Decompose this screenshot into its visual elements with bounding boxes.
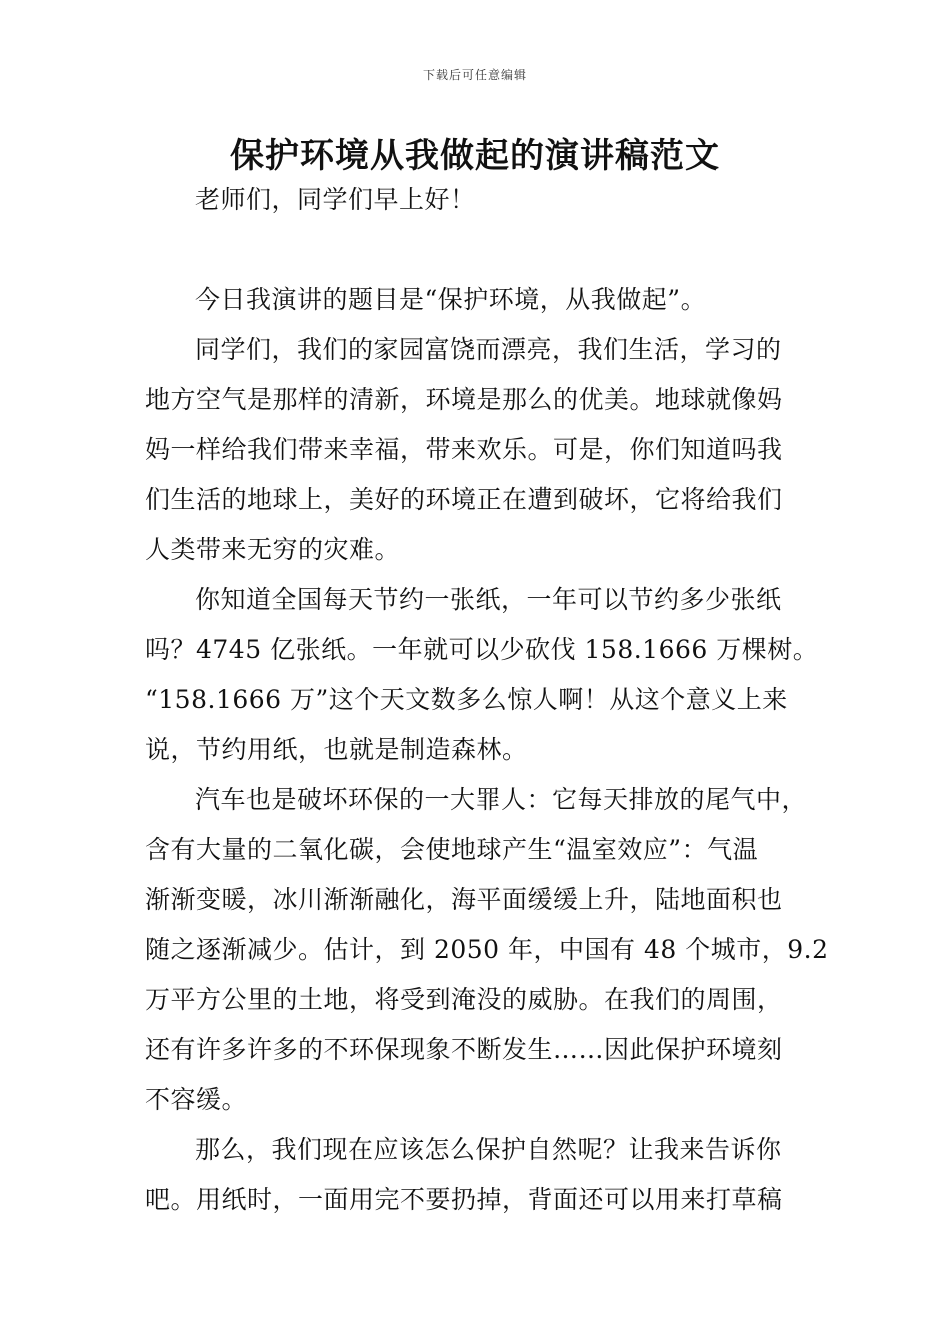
- paragraph-line: 你知道全国每天节约一张纸，一年可以节约多少张纸: [195, 585, 782, 614]
- paragraph-line: 今日我演讲的题目是“保护环境，从我做起”。: [195, 285, 707, 314]
- paragraph-line: 妈一样给我们带来幸福，带来欢乐。可是，你们知道吗我: [145, 435, 783, 464]
- paragraph-line: “158.1666 万”这个天文数多么惊人啊！从这个意义上来: [145, 685, 788, 714]
- paragraph-line: 们生活的地球上，美好的环境正在遭到破坏，它将给我们: [145, 485, 783, 514]
- paragraph-line: 还有许多许多的不环保现象不断发生……因此保护环境刻: [145, 1035, 783, 1064]
- paragraph-line: 吗？4745 亿张纸。一年就可以少砍伐 158.1666 万棵树。: [145, 635, 819, 664]
- greeting-line: 老师们，同学们早上好！: [195, 185, 476, 214]
- paragraph-line: 吧。用纸时，一面用完不要扔掉，背面还可以用来打草稿: [145, 1185, 783, 1214]
- paragraph-line: 同学们，我们的家园富饶而漂亮，我们生活，学习的: [195, 335, 782, 364]
- paragraph-line: 随之逐渐减少。估计，到 2050 年，中国有 48 个城市，9.2: [145, 935, 829, 964]
- paragraph-line: 含有大量的二氧化碳，会使地球产生“温室效应”：气温: [145, 835, 759, 864]
- paragraph-line: 人类带来无穷的灾难。: [145, 535, 401, 564]
- paragraph-line: 渐渐变暖，冰川渐渐融化，海平面缓缓上升，陆地面积也: [145, 885, 783, 914]
- paragraph-line: 不容缓。: [145, 1085, 248, 1114]
- paragraph-line: 地方空气是那样的清新，环境是那么的优美。地球就像妈: [145, 385, 783, 414]
- header-note: 下载后可任意编辑: [422, 68, 527, 82]
- paragraph-line: 汽车也是破坏环保的一大罪人：它每天排放的尾气中，: [195, 785, 808, 814]
- paragraph-line: 那么，我们现在应该怎么保护自然呢？让我来告诉你: [195, 1135, 782, 1164]
- paragraph-line: 万平方公里的土地，将受到淹没的威胁。在我们的周围，: [145, 985, 783, 1014]
- paragraph-line: 说，节约用纸，也就是制造森林。: [145, 735, 528, 764]
- document-title: 保护环境从我做起的演讲稿范文: [230, 136, 720, 176]
